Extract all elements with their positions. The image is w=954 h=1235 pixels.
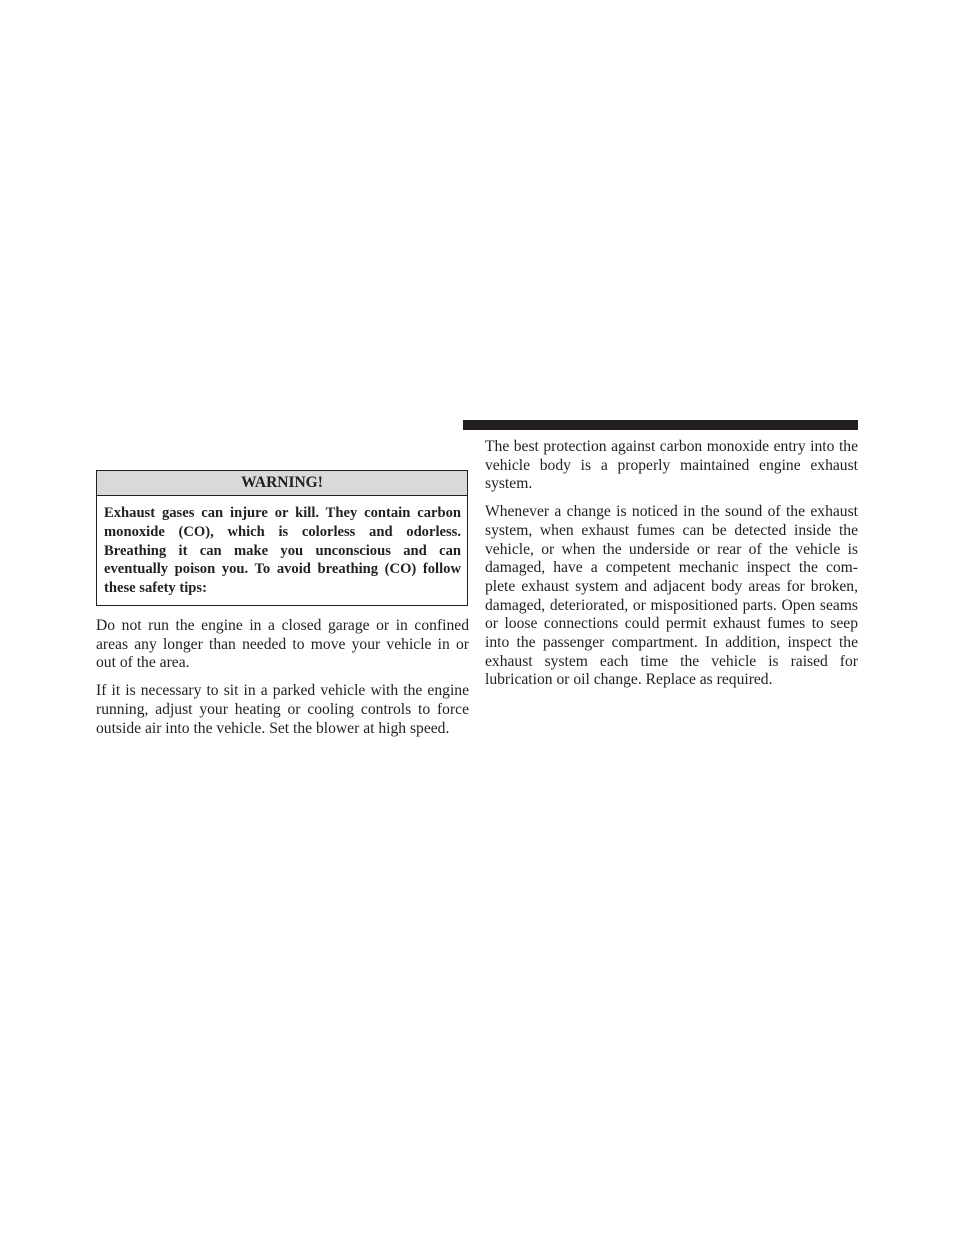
paragraph-parked-vehicle: If it is necessary to sit in a parked vehicle with the engine running, adjust your heating or cooling controls to force outside air into the vehicle. Set the blower at high speed. — [96, 682, 469, 737]
left-column — [96, 470, 469, 738]
warning-title: WARNING! — [97, 471, 467, 496]
warning-box — [96, 470, 468, 606]
paragraph-closed-garage: Do not run the engine in a closed garage or in confined areas any longer than needed to move your vehicle in or out of the area. — [96, 616, 469, 672]
paragraph-best-protection: The best protection against carbon monoxide entry into the vehicle body is a properly maintained engine exhaust system. — [485, 438, 858, 493]
right-column — [485, 438, 858, 690]
warning-text: Exhaust gases can injure or kill. They contain carbon monoxide (CO), which is colorless and odorless. Breathing it can make you unconscious and can eventually poison you. To avoid breathing (CO) follow these safety tips: — [104, 505, 461, 597]
section-header-rule — [463, 420, 858, 430]
paragraph-exhaust-inspection: Whenever a change is noticed in the sound of the exhaust system, when exhaust fumes can be detected inside the vehicle, or when the underside or rear of the vehicle is damaged, have a competent mechanic inspect the com-plete exhaust system and adjacent body areas for broken, damaged, deteriorated, or mispositioned parts. Open seams or loose connections could permit exhaust fumes to seep into the passenger compartment. In addition, inspect the exhaust system each time the vehicle is raised for lubrication or oil change. Replace as required. — [485, 503, 858, 689]
